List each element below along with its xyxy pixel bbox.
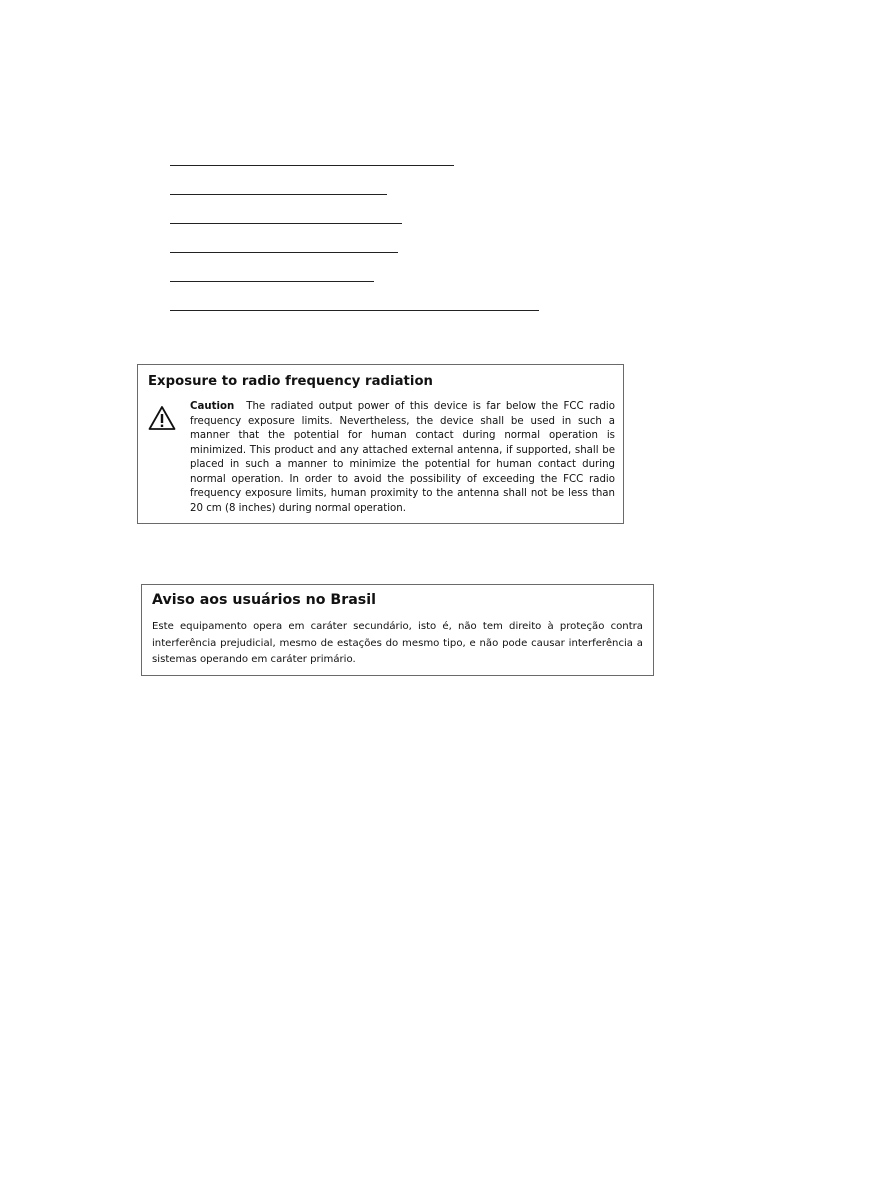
caution-label: Caution — [190, 401, 235, 412]
brazil-notice — [141, 584, 654, 676]
link-underline[interactable] — [170, 223, 402, 224]
link-underline[interactable] — [170, 281, 374, 282]
rf-notice-text: The radiated output power of this device is far below the FCC radio frequency exposure limits. Nevertheless, the device shall be used in such a manner that the potential for human contact during normal operation is minimized. This product and any attached external antenna, if supported, shall be placed in such a manner to minimize the potential for human contact during normal operation. In order to avoid the possibility of exceeding the FCC radio frequency exposure limits, human proximity to the antenna shall not be less than 20 cm (8 inches) during normal operation. — [190, 401, 615, 514]
link-underline[interactable] — [170, 194, 387, 195]
rf-notice-body — [190, 400, 615, 516]
link-underline[interactable] — [170, 252, 398, 253]
link-underline[interactable] — [170, 165, 454, 166]
brazil-notice-title: Aviso aos usuários no Brasil — [152, 592, 376, 608]
rf-notice-title: Exposure to radio frequency radiation — [148, 374, 433, 389]
warning-triangle-icon — [148, 405, 176, 431]
rf-exposure-notice — [137, 364, 624, 524]
link-underline[interactable] — [170, 310, 539, 311]
brazil-notice-body: Este equipamento opera em caráter secundário, isto é, não tem direito à proteção contra interferência prejudicial, mesmo de estações do mesmo tipo, e não pode causar interferência a sistemas operando em caráter primário. — [152, 621, 643, 665]
